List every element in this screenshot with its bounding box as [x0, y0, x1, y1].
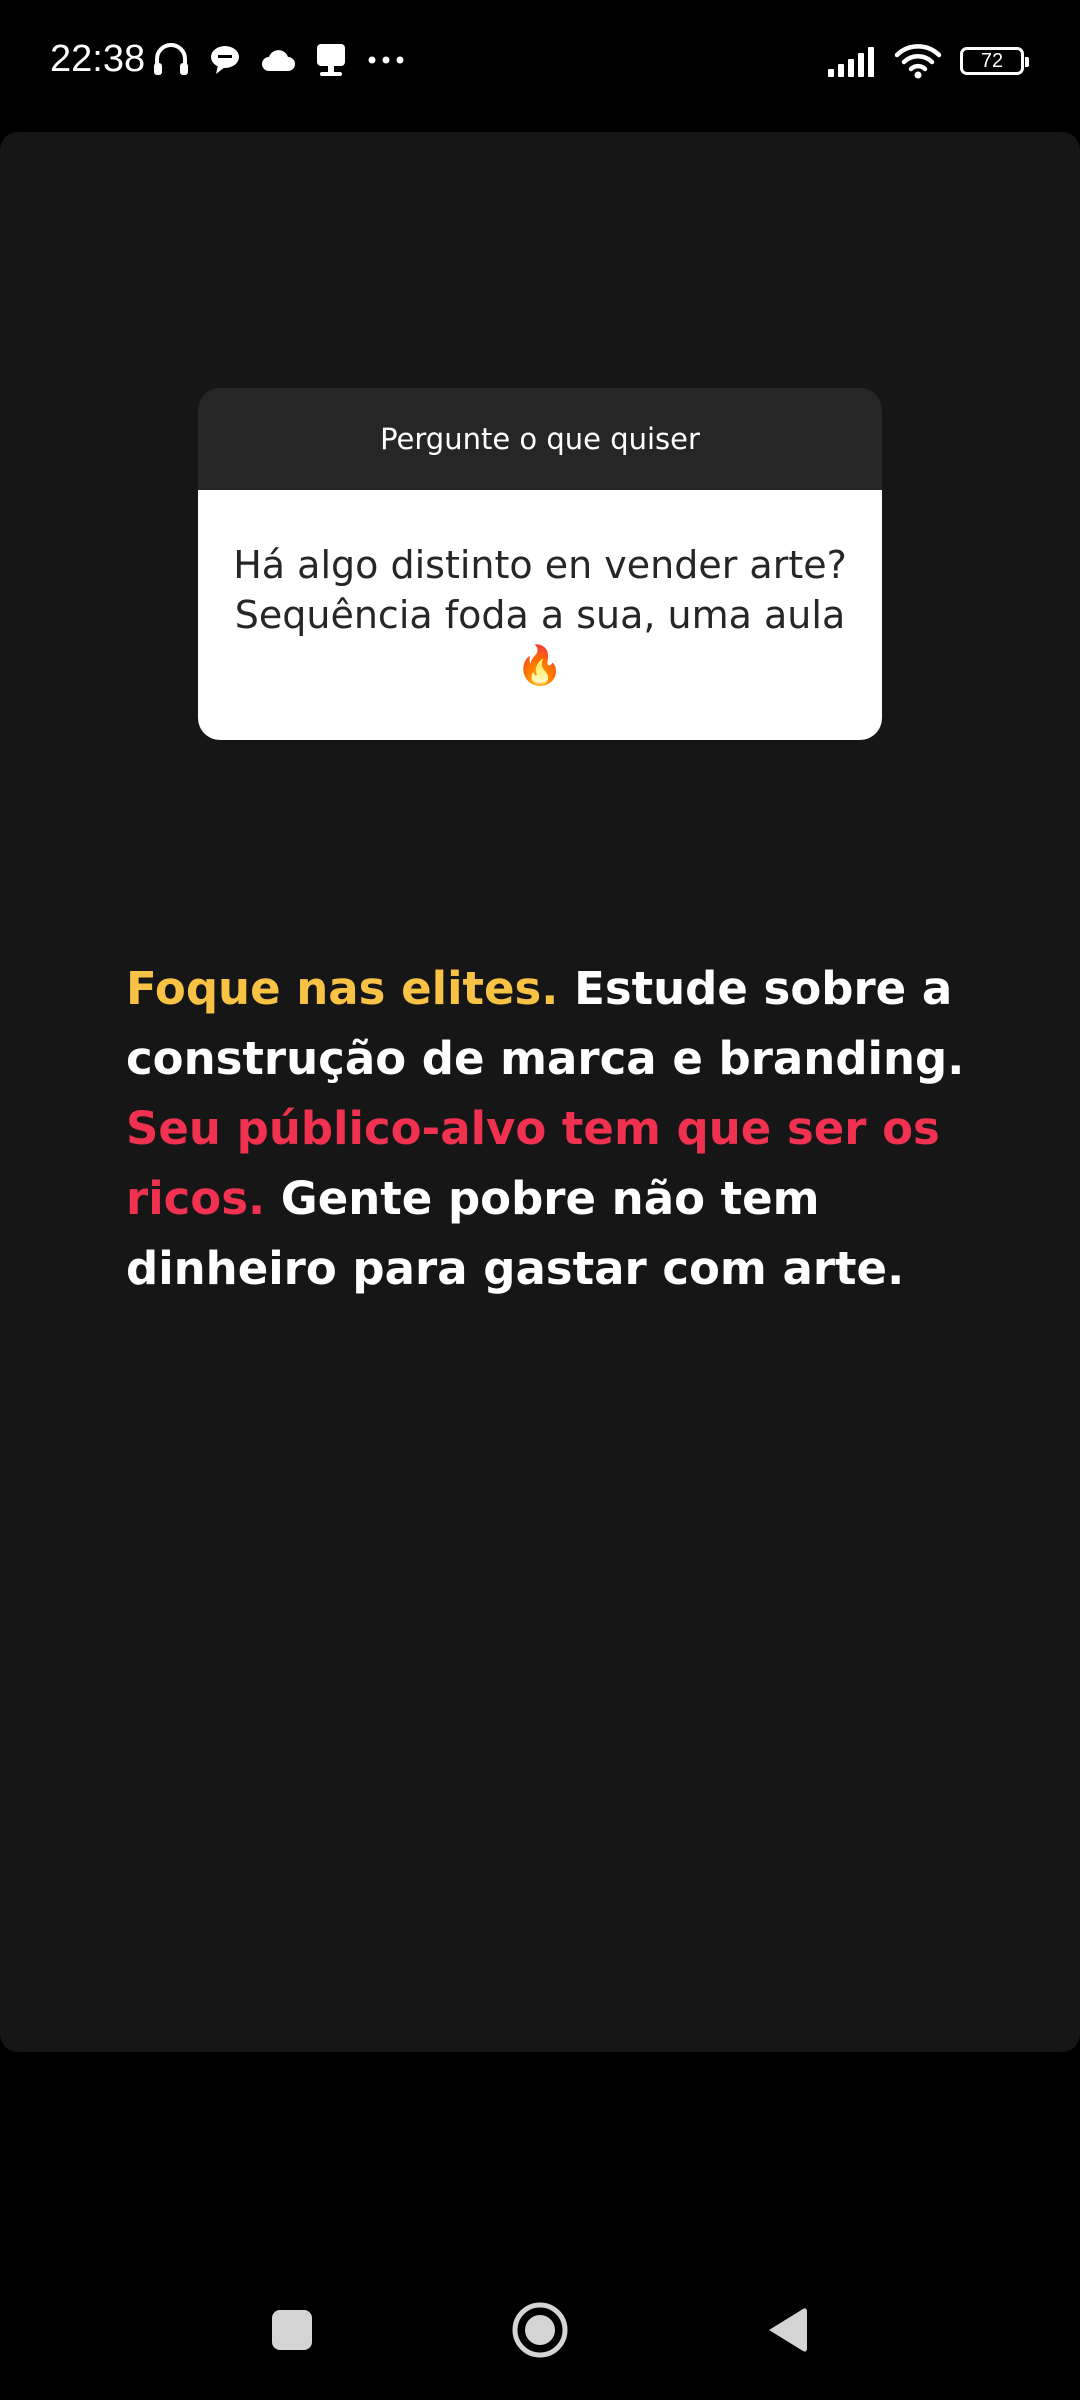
- answer-text-part4: Gente pobre não tem dinheiro para gastar com arte.: [126, 1172, 905, 1295]
- home-button[interactable]: [500, 2290, 580, 2370]
- battery-level: 72: [980, 50, 1004, 72]
- cloud-icon: [260, 45, 296, 75]
- more-dots-icon: [366, 55, 406, 65]
- wifi-icon: [894, 43, 942, 79]
- back-triangle-icon: [763, 2305, 809, 2355]
- question-sticker-body: [198, 490, 882, 740]
- status-bar: [0, 0, 1080, 130]
- status-time: 22:38: [50, 38, 146, 80]
- chat-bubble-icon: [208, 43, 242, 77]
- status-icons-right: [826, 38, 1024, 84]
- status-icons-left: [152, 36, 406, 84]
- answer-text-part2: Estude sobre a construção de marca e branding.: [126, 962, 965, 1085]
- story-panel[interactable]: [0, 132, 1080, 2052]
- back-button[interactable]: [746, 2290, 826, 2370]
- answer-highlight-yellow: Foque nas elites.: [126, 962, 559, 1015]
- headphones-icon: [152, 41, 190, 79]
- navigation-bar: [0, 2260, 1080, 2400]
- question-text-line2: Sequência foda a sua, uma aula: [234, 593, 846, 637]
- home-circle-icon: [510, 2300, 570, 2360]
- answer-highlight-red: Seu público-alvo tem que ser os ricos.: [126, 1102, 940, 1225]
- question-text-line1: Há algo distinto en vender arte?: [233, 543, 847, 587]
- recents-square-icon: [270, 2308, 314, 2352]
- battery-icon: [960, 47, 1024, 75]
- signal-icon: [826, 45, 876, 77]
- notification-icon: [314, 42, 348, 78]
- answer-text: [126, 954, 986, 1304]
- question-sticker-header: Pergunte o que quiser: [198, 388, 882, 490]
- recents-button[interactable]: [252, 2290, 332, 2370]
- fire-emoji-icon: 🔥: [516, 643, 564, 687]
- question-sticker[interactable]: [198, 388, 882, 740]
